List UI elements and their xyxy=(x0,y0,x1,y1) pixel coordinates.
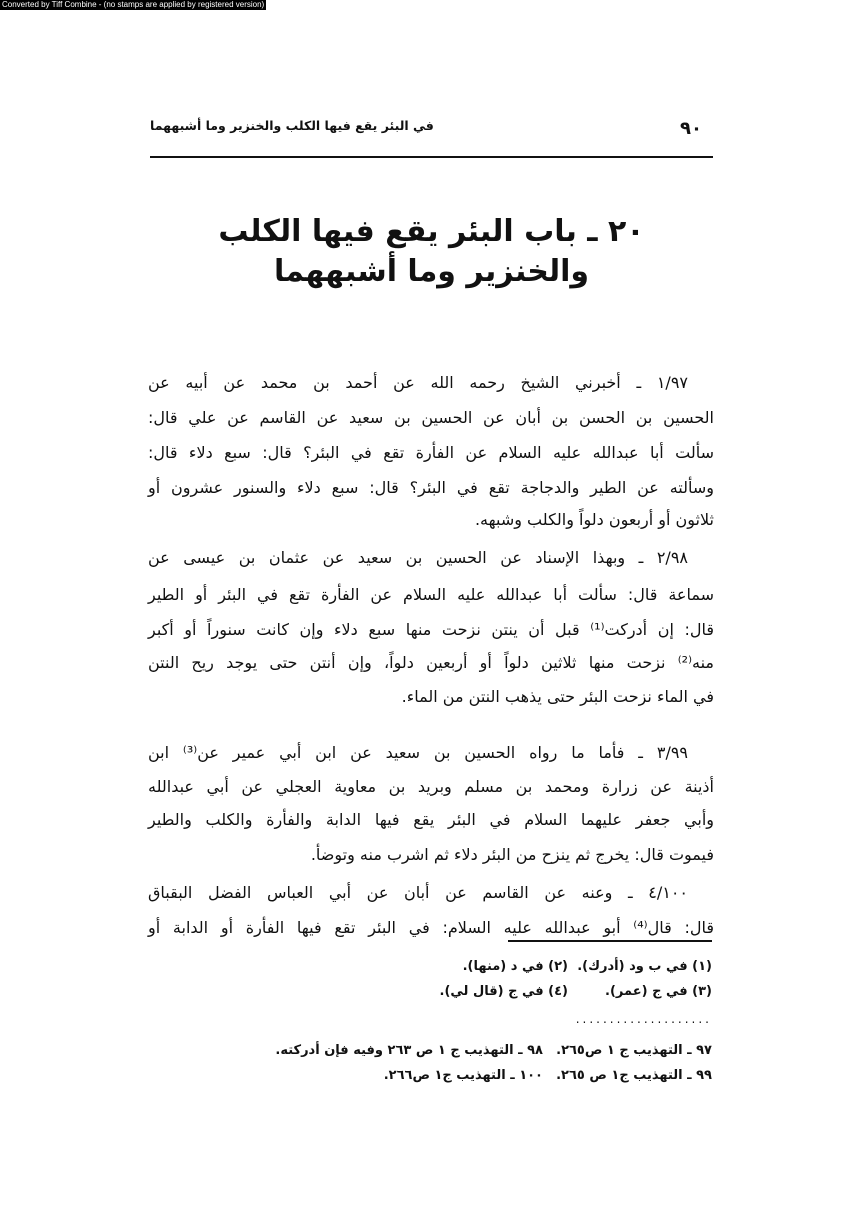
body-line: ثلاثون أو أربعون دلواً والكلب وشبهه. xyxy=(474,510,714,529)
body-line: ١/٩٧ ـ أخبرني الشيخ رحمه الله عن أحمد بن محمد عن أبيه عن xyxy=(148,373,688,392)
converter-banner: Converted by Tiff Combine - (no stamps are applied by registered version) xyxy=(2,0,265,9)
body-line: ٢/٩٨ ـ وبهذا الإسناد عن الحسين بن سعيد عن عثمان بن عيسى عن xyxy=(148,548,688,567)
chapter-title-line-2: والخنزير وما أشبههما xyxy=(273,254,590,289)
source-reference: ١٠٠ ـ التهذيب ج١ ص٢٦٦. xyxy=(383,1068,543,1083)
page-number: ٩٠ xyxy=(680,118,702,139)
body-line: أذينة عن زرارة ومحمد بن مسلم وبريد بن معاوية العجلي عن أبي عبدالله xyxy=(148,777,714,796)
footnote: (٢) في د (منها). xyxy=(462,959,568,974)
body-line: قال: قال⁽⁴⁾ أبو عبدالله عليه السلام: في البئر تقع فيها الفأرة أو الدابة أو xyxy=(148,918,715,937)
footnote: (٣) في ج (عمر). xyxy=(605,984,712,999)
body-line: سألت أبا عبدالله عليه السلام عن الفأرة تقع في البئر؟ قال: سبع دلاء قال: xyxy=(148,443,714,462)
source-reference: ٩٧ ـ التهذيب ج ١ ص٢٦٥. xyxy=(556,1043,712,1058)
separator-dots: .................... xyxy=(575,1012,712,1026)
body-line: وأبي جعفر عليهما السلام في البئر يقع فيها الدابة والفأرة والكلب والطير xyxy=(148,810,714,829)
header-rule xyxy=(150,156,713,158)
source-reference: ٩٨ ـ التهذيب ج ١ ص ٢٦٣ وفيه فإن أدركته. xyxy=(275,1043,543,1058)
source-reference: ٩٩ ـ التهذيب ج١ ص ٢٦٥. xyxy=(556,1068,712,1083)
body-line: وسألته عن الطير والدجاجة تقع في البئر؟ قال: سبع دلاء والسنور عشرون أو xyxy=(148,478,714,497)
body-line: سماعة قال: سألت أبا عبدالله عليه السلام عن الفأرة تقع في البئر أو الطير xyxy=(148,585,714,604)
running-title: في البئر يقع فيها الكلب والخنزير وما أشبههما xyxy=(150,118,434,133)
footnote: (٤) في ج (قال لي). xyxy=(439,984,568,999)
body-line: ٤/١٠٠ ـ وعنه عن القاسم عن أبان عن أبي العباس الفضل البقباق xyxy=(148,883,688,902)
body-line: منه⁽²⁾ نزحت منها ثلاثين دلواً أو أربعين دلواً، وإن أنتن حتى يوجد ريح النتن xyxy=(148,653,714,672)
body-line: فيموت قال: يخرج ثم ينزح من البئر دلاء ثم اشرب منه وتوضأ. xyxy=(310,845,714,864)
body-line: الحسين بن الحسن بن أبان عن الحسين بن سعيد عن القاسم عن علي قال: xyxy=(148,408,714,427)
body-line: في الماء نزحت البئر حتى يذهب النتن من الماء. xyxy=(401,687,714,706)
chapter-title-line-1: ٢٠ ـ باب البئر يقع فيها الكلب xyxy=(218,214,645,249)
body-line: ٣/٩٩ ـ فأما ما رواه الحسين بن سعيد عن ابن أبي عمير عن⁽³⁾ ابن xyxy=(148,743,689,762)
footnote-rule xyxy=(508,940,712,942)
body-line: قال: إن أدركت⁽¹⁾ قبل أن ينتن نزحت منها سبع دلاء وإن كانت سنوراً أو أكبر xyxy=(148,620,715,639)
footnote: (١) في ب ود (أدرك). xyxy=(577,959,712,974)
